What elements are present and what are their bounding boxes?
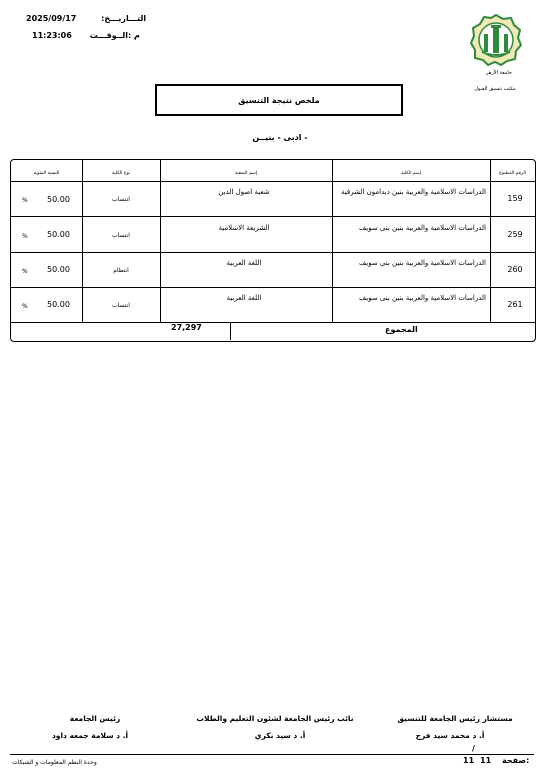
col-header-type: نوع الكلية [111,171,131,176]
page-total: 11 [463,756,475,765]
university-logo [470,14,522,66]
date-line [26,14,146,23]
col-header-pct: النسبة المئوية [33,171,60,176]
page-current: 11 [480,756,492,765]
row-1-college: الدراسات الاسلامية والعربية بنين ديدامون الشرقية [341,188,486,196]
row-2-division: الشريعة الاسلامية [218,224,270,232]
signature-title-vice-president: نائب رئيس الجامعة لشئون التعليم والطلاب [196,714,354,723]
report-title [155,84,403,116]
date-label: :التـــاريـــخ [101,14,147,23]
page-label: صفحة: [502,756,530,765]
row-1-code: 159 [507,194,523,203]
row-3-division: اللغة العربية [226,259,262,267]
row-3-college: الدراسات الاسلامية والعربية بنين بنى سويف [359,259,486,267]
time-value: 11:23:06م [32,31,140,40]
row-3-pct: 50.00 [47,265,70,274]
row-2-type: انتساب [112,232,130,239]
row-3-type: انتظام [113,267,129,274]
results-table [10,159,536,342]
footer-rule [10,754,534,755]
row-4-pct: 50.00 [47,300,70,309]
row-4-type: انتساب [112,302,130,309]
row-1-division: شعبة اصول الدين [218,188,270,196]
col-header-college: إسم الكلية [401,171,421,176]
total-label: المجموع [385,325,418,334]
row-3-pct-sign: % [22,268,28,275]
office-name: مكتب تنسيق القبول [474,86,516,92]
page-separator: / [472,744,475,753]
footer-unit: وحدة النظم المعلومات و الشبكات [12,759,97,766]
signature-name-coordination: أ. د محمد سيد فرج [415,731,485,740]
time-label: :الــوقـــت [89,31,132,40]
signature-title-coordination: مستشار رئيس الجامعة للتنسيق [397,714,513,723]
row-3-code: 260 [507,265,523,274]
report-title-text: ملخص نتيجة التنسيق [238,95,320,105]
row-4-division: اللغة العربية [226,294,262,302]
row-4-pct-sign: % [22,303,28,310]
row-2-code: 259 [507,230,523,239]
date-value: 2025/09/17 [26,14,77,23]
signature-name-president: أ. د سلامة جمعه داود [51,731,129,740]
row-4-code: 261 [507,300,523,309]
col-header-code: الرقم المطبوع [499,171,526,176]
row-1-pct-sign: % [22,197,28,204]
university-seal-icon [470,14,522,66]
signature-name-vice-president: أ. د سيد بكري [254,731,306,740]
row-1-pct: 50.00 [47,195,70,204]
signature-title-president: رئيس الجامعة [69,714,121,723]
row-4-college: الدراسات الاسلامية والعربية بنين بنى سويف [359,294,486,302]
col-header-division: إسم الشعبة [234,171,258,176]
report-subtitle: - ادبى - بنيــن [252,133,308,142]
row-1-type: انتساب [112,196,130,203]
university-name: جامعة الأزهر [485,70,513,76]
row-2-pct-sign: % [22,233,28,240]
time-line [32,31,140,40]
row-2-pct: 50.00 [47,230,70,239]
row-2-college: الدراسات الاسلامية والعربية بنين بنى سويف [359,224,486,232]
total-value: 27,297 [171,323,202,332]
